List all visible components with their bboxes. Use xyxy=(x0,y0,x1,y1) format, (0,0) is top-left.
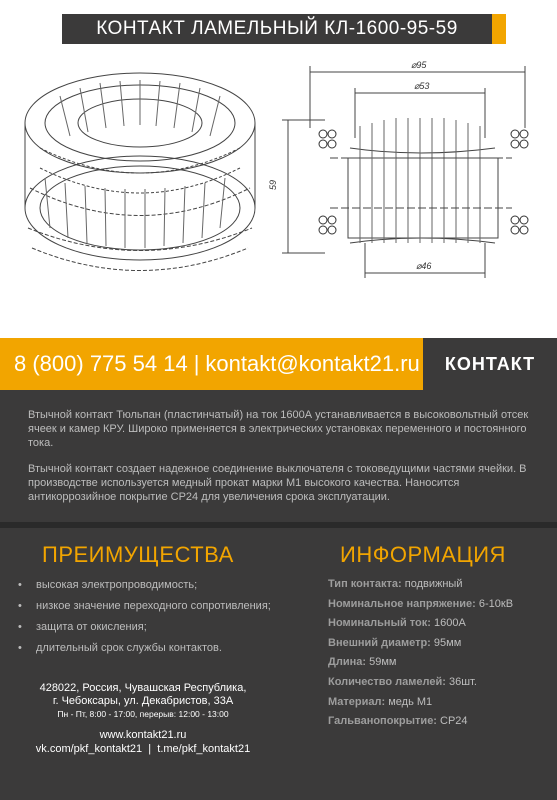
spec-value: 95мм xyxy=(433,636,462,649)
logo xyxy=(423,338,557,390)
dim-bottom-diameter: ⌀46 xyxy=(416,261,432,271)
description-paragraph-1: Втычной контакт Тюльпан (пластинчатый) на ток 1600А устанавливается в высоковольтный отсек ячеек и камер КРУ. Широко применяется в электрических установках переменного и постоянного тока. xyxy=(28,409,529,449)
logo-text: КОНТАКТ xyxy=(444,353,536,374)
spec-value: 6-10кВ xyxy=(478,597,514,610)
specs-list xyxy=(328,577,513,734)
spec-row xyxy=(328,675,513,695)
web-links xyxy=(8,728,278,756)
telegram-link[interactable]: t.me/pkf_kontakt21 xyxy=(157,743,251,755)
spec-key: Количество ламелей: xyxy=(328,675,446,688)
contact-band xyxy=(0,338,557,390)
contact-separator: | xyxy=(193,351,200,376)
spec-key: Номинальный ток: xyxy=(328,617,431,630)
spec-key: Тип контакта: xyxy=(328,578,402,590)
spec-value: СР24 xyxy=(440,715,468,728)
spec-row xyxy=(328,714,513,734)
list-item xyxy=(18,620,271,641)
description xyxy=(28,408,533,516)
dim-height: 59 xyxy=(268,179,278,190)
bullet-icon: • xyxy=(18,642,22,654)
list-item-text: длительный срок службы контактов. xyxy=(36,642,222,654)
dim-outer-diameter: ⌀95 xyxy=(411,60,427,70)
bullet-icon: • xyxy=(18,600,22,612)
list-item xyxy=(18,578,271,599)
list-item xyxy=(18,641,271,662)
advantages-title: ПРЕИМУЩЕСТВА xyxy=(42,542,234,567)
phone-link[interactable]: 8 (800) 775 54 14 xyxy=(14,351,188,376)
bullet-icon: • xyxy=(18,621,22,633)
social-separator: | xyxy=(148,743,152,755)
spec-row xyxy=(328,695,513,715)
list-item-text: высокая электропроводимость; xyxy=(36,579,198,591)
working-hours: Пн - Пт, 8:00 - 17:00, перерыв: 12:00 - 13:00 xyxy=(57,709,229,719)
spec-row xyxy=(328,577,513,597)
section-divider xyxy=(0,522,557,528)
spec-value: 59мм xyxy=(369,656,397,669)
spec-value: 1600А xyxy=(433,617,466,630)
spec-row xyxy=(328,655,513,675)
vk-link[interactable]: vk.com/pkf_kontakt21 xyxy=(35,743,143,755)
address-line-1: 428022, Россия, Чувашская Республика, xyxy=(39,682,247,694)
spec-value: медь М1 xyxy=(388,695,433,708)
isometric-view xyxy=(25,73,255,271)
page-title: КОНТАКТ ЛАМЕЛЬНЫЙ КЛ-1600-95-59 xyxy=(96,18,458,39)
list-item-text: низкое значение переходного сопротивления; xyxy=(36,600,271,612)
spec-row xyxy=(328,616,513,636)
description-paragraph-2: Втычной контакт создает надежное соединение выключателя с токоведущими частями ячейки. В производстве используется медный прокат марки М1 высокого качества. Наносится антикоррозийное покрытие СР24 для увеличения срока эксплуатации. xyxy=(28,463,527,503)
title-bar xyxy=(62,14,492,44)
website-link[interactable]: www.kontakt21.ru xyxy=(99,729,187,741)
social-links xyxy=(8,742,278,756)
section-view xyxy=(282,66,528,278)
spec-key: Гальванопокрытие: xyxy=(328,715,437,728)
spec-key: Внешний диаметр: xyxy=(328,636,431,649)
spec-key: Номинальное напряжение: xyxy=(328,597,476,610)
spec-row xyxy=(328,597,513,617)
technical-drawing xyxy=(0,48,557,338)
information-title: ИНФОРМАЦИЯ xyxy=(340,542,506,567)
info-panel xyxy=(0,390,557,800)
list-item xyxy=(18,599,271,620)
address-block xyxy=(8,682,278,720)
dim-middle-diameter: ⌀53 xyxy=(414,81,430,91)
spec-value: подвижный xyxy=(404,578,463,590)
address-line-2: г. Чебоксары, ул. Декабристов, 33А xyxy=(52,695,234,707)
spec-key: Длина: xyxy=(328,656,367,669)
spec-value: 36шт. xyxy=(448,675,477,688)
spec-key: Материал: xyxy=(328,695,386,708)
contact-line xyxy=(14,346,420,382)
email-link[interactable]: kontakt@kontakt21.ru xyxy=(205,351,420,376)
advantages-list xyxy=(18,578,271,662)
spec-row xyxy=(328,636,513,656)
list-item-text: защита от окисления; xyxy=(36,621,147,633)
bullet-icon: • xyxy=(18,579,22,591)
